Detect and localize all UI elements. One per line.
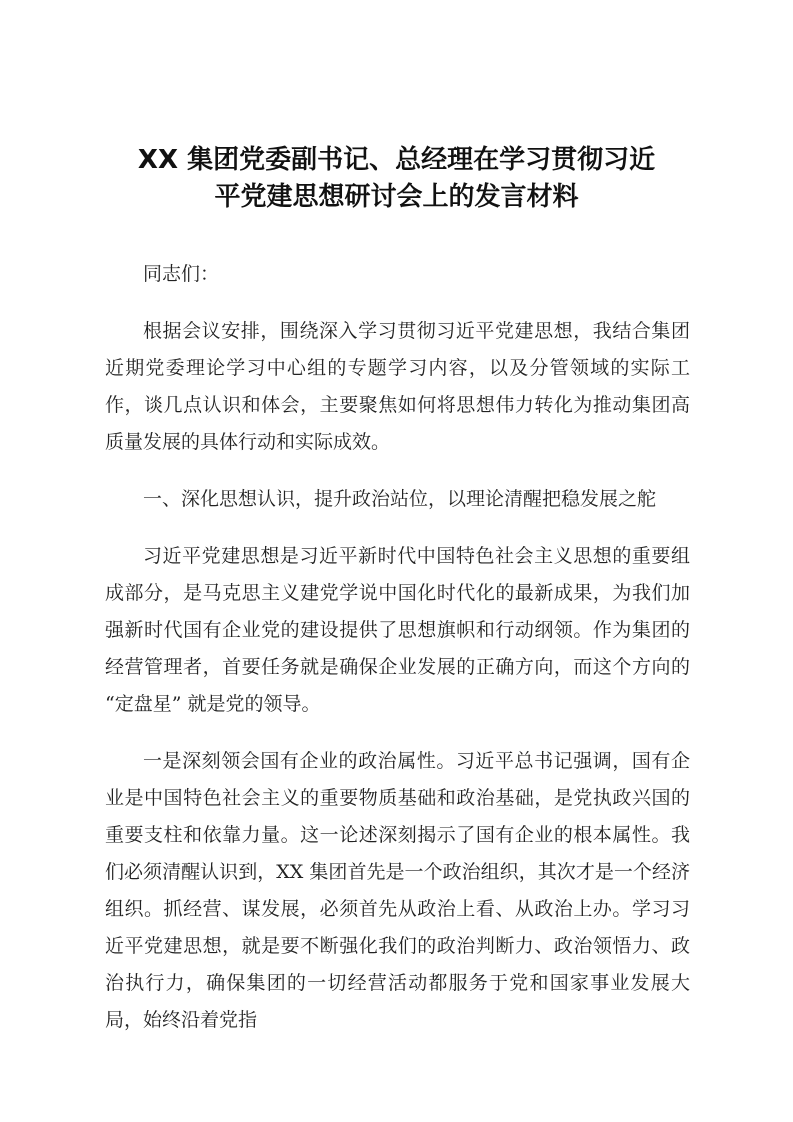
body-paragraph: 习近平党建思想是习近平新时代中国特色社会主义思想的重要组成部分，是马克思主义建党学说中国化时代化的最新成果，为我们加强新时代国有企业党的建设提供了思想旗帜和行动纲领。作为集团的经营管理者，首要任务就是确保企业发展的正确方向，而这个方向的 “定盘星” 就是党的领导。 [105,545,690,715]
section-heading: 一、深化思想认识，提升政治站位，以理论清醒把稳发展之舵 [143,488,657,510]
document-title-line-2: 平党建思想研讨会上的发言材料 [214,182,579,212]
document-title-line-1: XX 集团党委副书记、总经理在学习贯彻习近 [137,145,656,175]
body-paragraph: 一是深刻领会国有企业的政治属性。习近平总书记强调，国有企业是中国特色社会主义的重要物质基础和政治基础，是党执政兴国的重要支柱和依靠力量。这一论述深刻揭示了国有企业的根本属性。我们必须清醒认识到，XX 集团首先是一个政治组织，其次才是一个经济组织。抓经营、谋发展，必须首先从政治上看、从政治上办。学习习近平党建思想，就是要不断强化我们的政治判断力、政治领悟力、政治执行力，确保集团的一切经营活动都服务于党和国家事业发展大局，始终沿着党指 [105,750,690,1031]
document-body [105,256,690,1039]
body-paragraph: 根据会议安排，围绕深入学习贯彻习近平党建思想，我结合集团近期党委理论学习中心组的专题学习内容，以及分管领域的实际工作，谈几点认识和体会，主要聚焦如何将思想伟力转化为推动集团高质量发展的具体行动和实际成效。 [105,320,690,453]
salutation: 同志们： [143,263,220,285]
